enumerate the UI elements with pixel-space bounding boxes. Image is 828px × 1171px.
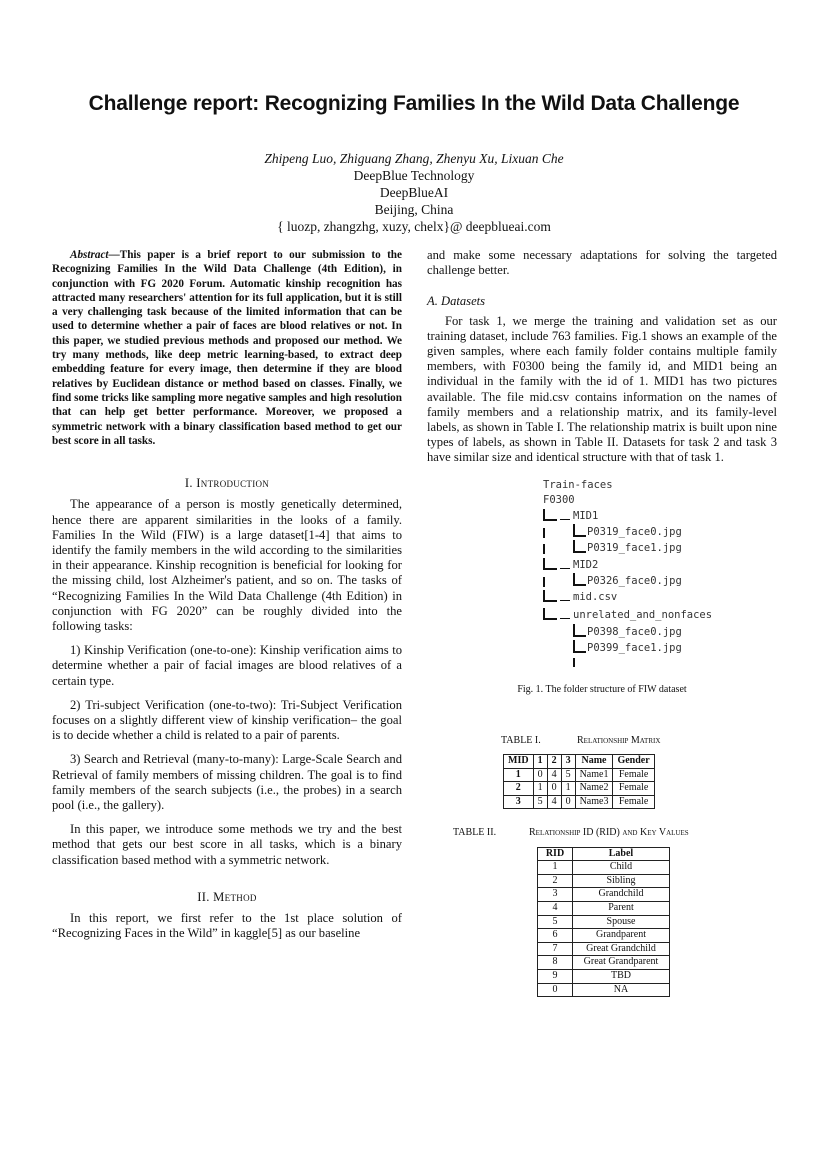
table-cell: Sibling <box>573 874 670 888</box>
table-cell: 0 <box>547 782 561 796</box>
table-cell: 0 <box>538 983 573 997</box>
table-cell: Name1 <box>575 768 613 782</box>
tree-family: F0300 <box>543 493 575 506</box>
table-1-title: Relationship Matrix <box>577 734 661 746</box>
table-cell: Child <box>573 861 670 875</box>
intro-paragraph-4: 3) Search and Retrieval (many-to-many): Large-Scale Search and Retrieval of family members of missing children. The goal is to find family members of the search subjects (i.e., the probes) in a search pool (i.e., the gallery). <box>52 752 402 813</box>
tree-file-1: P0319_face0.jpg <box>587 525 682 538</box>
tree-mid2: MID2 <box>573 558 599 571</box>
table-cell: 1 <box>561 782 575 796</box>
subsection-heading-datasets: A. Datasets <box>427 294 486 309</box>
tree-branch-line <box>573 551 586 553</box>
method-paragraph-1-continued: and make some necessary adaptations for solving the targeted challenge better. <box>427 248 777 278</box>
right-column <box>427 248 777 997</box>
table-cell: 9 <box>538 969 573 983</box>
intro-paragraph-2: 1) Kinship Verification (one-to-one): Kinship verification aims to determine whether a pair of facial images are blood relatives of a certain type. <box>52 643 402 688</box>
table-header-cell: 2 <box>547 755 561 769</box>
table-cell: 2 <box>538 874 573 888</box>
table-row <box>538 956 670 970</box>
relationship-id-table <box>537 847 670 998</box>
affiliation-2: DeepBlueAI <box>379 185 449 200</box>
tree-branch-line <box>560 618 570 619</box>
author-names: Zhipeng Luo, Zhiguang Zhang, Zhenyu Xu, Lixuan Che <box>264 151 564 166</box>
tree-file-4: P0398_face0.jpg <box>587 625 682 638</box>
table-cell: 5 <box>538 915 573 929</box>
abstract <box>52 248 402 448</box>
table-header-cell: MID <box>504 755 534 769</box>
tree-branch-line <box>573 658 575 667</box>
intro-paragraph-3: 2) Tri-subject Verification (one-to-two): Tri-Subject Verification focuses on a slightly different view of kinship verification– the goal is to decide whether a child is related to a pair of parents. <box>52 697 402 743</box>
table-cell: Female <box>613 782 654 796</box>
tree-branch-line <box>543 568 557 570</box>
table-header-cell: 3 <box>561 755 575 769</box>
tree-file-5: P0399_face1.jpg <box>587 641 682 654</box>
table-cell: TBD <box>573 969 670 983</box>
table-cell: Great Grandchild <box>573 942 670 956</box>
left-column <box>52 248 402 950</box>
table-row <box>538 942 670 956</box>
table-cell: Grandparent <box>573 929 670 943</box>
table-1-caption <box>501 733 777 748</box>
table-cell: 5 <box>561 768 575 782</box>
table-header-cell: 1 <box>533 755 547 769</box>
table-row <box>538 929 670 943</box>
table-header-cell: RID <box>538 847 573 861</box>
table-cell: 8 <box>538 956 573 970</box>
table-row <box>538 874 670 888</box>
tree-branch-line <box>573 535 586 537</box>
table-cell: Name2 <box>575 782 613 796</box>
email: { luozp, zhangzhg, xuzy, chelx}@ deepblueai.com <box>277 219 551 234</box>
table-cell: 3 <box>538 888 573 902</box>
table-cell: 7 <box>538 942 573 956</box>
table-row <box>538 888 670 902</box>
tree-branch-line <box>543 544 545 554</box>
table-header-cell: Name <box>575 755 613 769</box>
table-cell: 4 <box>547 768 561 782</box>
table-cell: Spouse <box>573 915 670 929</box>
table-row <box>538 902 670 916</box>
tree-mid1: MID1 <box>573 509 599 522</box>
table-2-caption <box>453 825 777 840</box>
intro-paragraph-5: In this paper, we introduce some methods we try and the best method that gets our best score in all tasks, which is a binary classification based method with a symmetric network. <box>52 822 402 867</box>
tree-branch-line <box>560 568 570 569</box>
table-cell: NA <box>573 983 670 997</box>
table-cell: Female <box>613 795 654 809</box>
tree-branch-line <box>543 618 557 620</box>
table-cell: Grandchild <box>573 888 670 902</box>
abstract-text: —This paper is a brief report to our submission to the Recognizing Families In the Wild Data Challenge (4th Edition), in conjunction with FG 2020 Forum. Automatic kinship recognition has attracted many researchers' attention for its full application, but it is still a very challenging task because of the limited information that can be used to determine whether a pair of faces are blood relatives or not. In this paper, we studied previous methods and proposed our method. We try many methods, like deep metric learning-based, to extract deep embedding feature for every image, then determine if they are blood relatives by Euclidean distance or method based on classes. Finally, we find some tricks like sampling more negative samples and high resolution that can help get better performance. Moreover, we proposed a symmetric network with a binary classification based method to get our best score in all tasks. <box>52 249 402 447</box>
table-cell: 1 <box>504 768 534 782</box>
table-row <box>538 861 670 875</box>
table-2-number: TABLE II. <box>453 827 497 839</box>
section-heading-introduction: I. Introduction <box>184 476 270 491</box>
table-header-row <box>504 755 655 769</box>
table-cell: Parent <box>573 902 670 916</box>
table-row <box>538 983 670 997</box>
table-cell: Great Grandparent <box>573 956 670 970</box>
table-header-cell: Label <box>573 847 670 861</box>
tree-branch-line <box>573 651 586 653</box>
figure-caption: Fig. 1. The folder structure of FIW dataset <box>517 683 687 695</box>
paper-title: Challenge report: Recognizing Families In the Wild Data Challenge <box>88 92 740 115</box>
tree-branch-line <box>573 584 586 586</box>
location: Beijing, China <box>374 202 454 217</box>
table-cell: 4 <box>547 795 561 809</box>
table-1-number: TABLE I. <box>501 734 541 746</box>
tree-branch-line <box>560 519 570 520</box>
tree-branch-line <box>573 635 586 637</box>
table-row <box>504 768 655 782</box>
folder-structure-figure <box>543 478 777 678</box>
tree-file-2: P0319_face1.jpg <box>587 541 682 554</box>
table-cell: 3 <box>504 795 534 809</box>
table-cell: 1 <box>538 861 573 875</box>
table-row <box>504 782 655 796</box>
abstract-label: Abstract <box>70 249 109 261</box>
table-header-row <box>538 847 670 861</box>
tree-file-3: P0326_face0.jpg <box>587 574 682 587</box>
tree-unrelated: unrelated_and_nonfaces <box>573 608 713 621</box>
affiliation-1: DeepBlue Technology <box>353 168 475 183</box>
table-cell: 6 <box>538 929 573 943</box>
table-row <box>538 969 670 983</box>
table-cell: 0 <box>561 795 575 809</box>
tree-branch-line <box>543 577 545 587</box>
author-block <box>0 150 828 235</box>
relationship-matrix-table <box>503 754 655 809</box>
datasets-paragraph: For task 1, we merge the training and validation set as our training dataset, include 763 families. Fig.1 shows an example of the given samples, where each family folder contains multiple family members, with F0300 being the family id, and MID1 being an individual in the family with the id of 1. MID1 has two pictures available. The file mid.csv contains information on the names of family members and a relationship matrix, and its family-level labels, as shown in Table I. The relationship matrix is built upon nine types of labels, as shown in Table II. Datasets for task 2 and task 3 have similar size and identical structure with that of task 1. <box>427 313 777 465</box>
table-header-cell: Gender <box>613 755 654 769</box>
tree-branch-line <box>560 600 570 601</box>
table-cell: Female <box>613 768 654 782</box>
method-paragraph-1: In this report, we first refer to the 1st place solution of “Recognizing Faces in the Wild” in kaggle[5] as our baseline <box>52 911 402 941</box>
tree-branch-line <box>543 600 557 602</box>
tree-branch-line <box>543 528 545 538</box>
table-cell: 4 <box>538 902 573 916</box>
table-row <box>538 915 670 929</box>
table-cell: 0 <box>533 768 547 782</box>
table-row <box>504 795 655 809</box>
table-cell: Name3 <box>575 795 613 809</box>
tree-root: Train-faces <box>543 478 613 491</box>
table-cell: 2 <box>504 782 534 796</box>
section-heading-method: II. Method <box>197 889 257 904</box>
intro-paragraph-1: The appearance of a person is mostly genetically determined, hence there are apparent similarities in the looks of a family. Families In the Wild (FIW) is a large dataset[1-4] that aims to identify the family members in the wild according to the similarities in their appearance. Kinship recognition is beneficial for looking for the missing child, lost Alzheimer's patient, and so on. The tasks of “Recognizing Families In the Wild Data Challenge (4th Edition) in conjunction with FG 2020” can be roughly divided into the following tasks: <box>52 497 402 633</box>
table-2-title: Relationship ID (RID) and Key Values <box>529 827 689 839</box>
table-cell: 1 <box>533 782 547 796</box>
tree-branch-line <box>543 519 557 521</box>
table-cell: 5 <box>533 795 547 809</box>
tree-csv: mid.csv <box>573 590 618 603</box>
